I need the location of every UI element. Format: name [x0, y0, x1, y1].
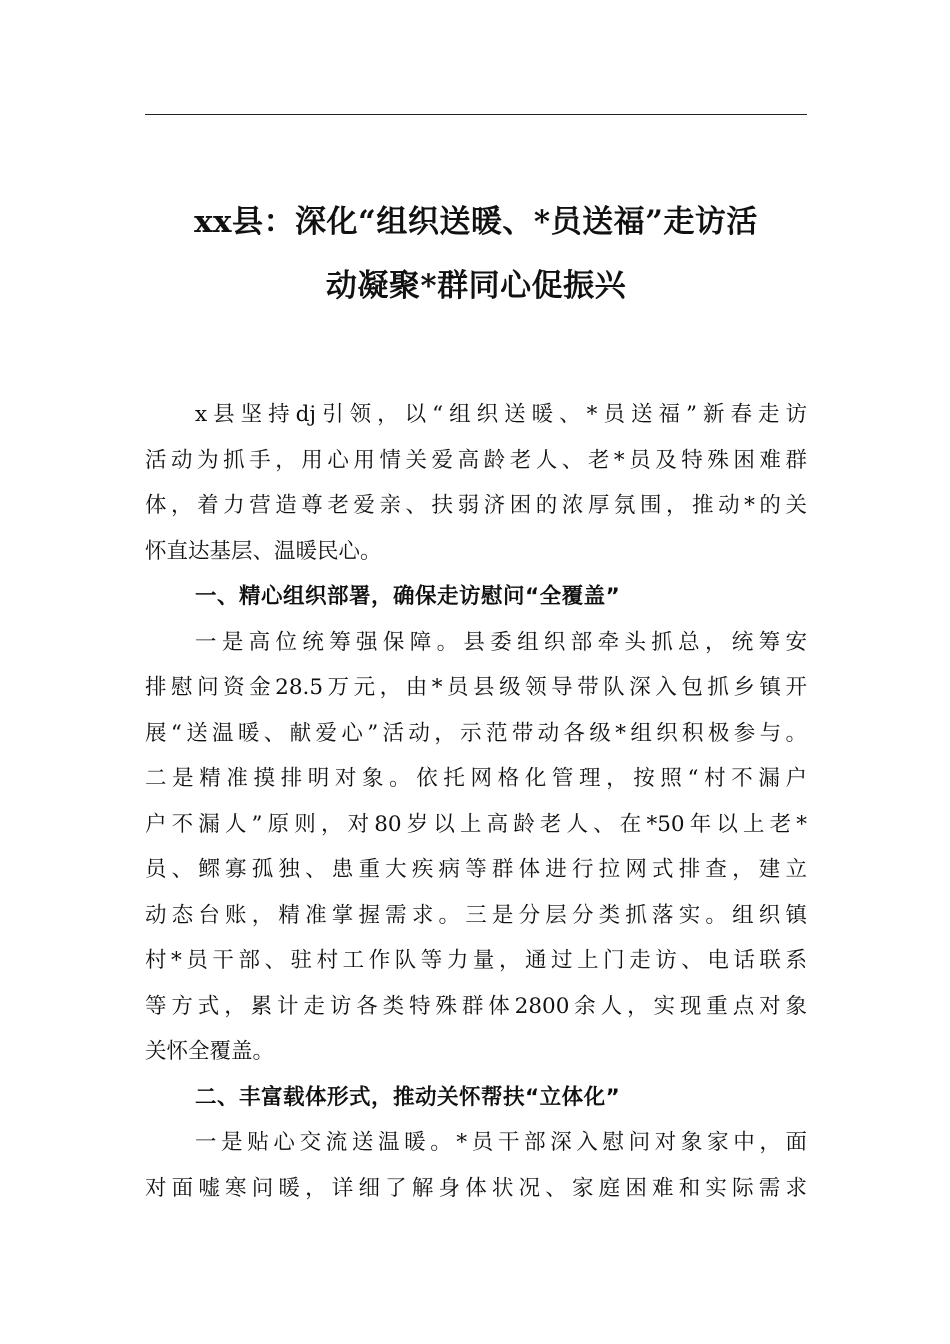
section-1-line: 户不漏人”原则，对80岁以上高龄老人、在*50年以上老*	[145, 811, 807, 837]
section-1-line: 员、鳏寡孤独、患重大疾病等群体进行拉网式排查，建立	[145, 857, 807, 882]
section-1-line: 排慰问资金28.5万元，由*员县级领导带队深入包抓乡镇开	[145, 675, 807, 700]
title-line-1: xx县：深化“组织送暖、*员送福”走访活	[194, 204, 758, 240]
section-2-line: 一是贴心交流送温暖。*员干部深入慰问对象家中，面	[195, 1130, 807, 1155]
section-1-heading: 一、精心组织部署，确保走访慰问“全覆盖”	[195, 584, 621, 609]
intro-line: 体，着力营造尊老爱亲、扶弱济困的浓厚氛围，推动*的关	[145, 493, 807, 518]
section-1-line: 二是精准摸排明对象。依托网格化管理，按照“村不漏户	[145, 766, 807, 791]
section-1-line: 动态台账，精准掌握需求。三是分层分类抓落实。组织镇	[145, 902, 807, 928]
intro-line: 活动为抓手，用心用情关爱高龄老人、老*员及特殊困难群	[145, 447, 807, 473]
title-line-2: 动凝聚*群同心促振兴	[325, 268, 627, 304]
section-2-line: 对面嘘寒问暖，详细了解身体状况、家庭困难和实际需求	[145, 1175, 807, 1201]
section-1-line: 一是高位统筹强保障。县委组织部牵头抓总，统筹安	[195, 629, 807, 655]
intro-line: 怀直达基层、温暖民心。	[145, 538, 382, 564]
header-rule	[145, 114, 807, 115]
intro-line: x县坚持dj引领，以“组织送暖、*员送福”新春走访	[195, 402, 807, 427]
section-2-heading: 二、丰富载体形式，推动关怀帮扶“立体化”	[195, 1084, 621, 1110]
document-body	[145, 392, 807, 1211]
section-1-line: 等方式，累计走访各类特殊群体2800余人，实现重点对象	[145, 993, 807, 1019]
document-title	[145, 190, 807, 318]
section-1-line: 展“送温暖、献爱心”活动，示范带动各级*组织积极参与。	[145, 720, 807, 746]
section-1-line: 村*员干部、驻村工作队等力量，通过上门走访、电话联系	[145, 948, 807, 973]
section-1-line: 关怀全覆盖。	[145, 1039, 275, 1064]
